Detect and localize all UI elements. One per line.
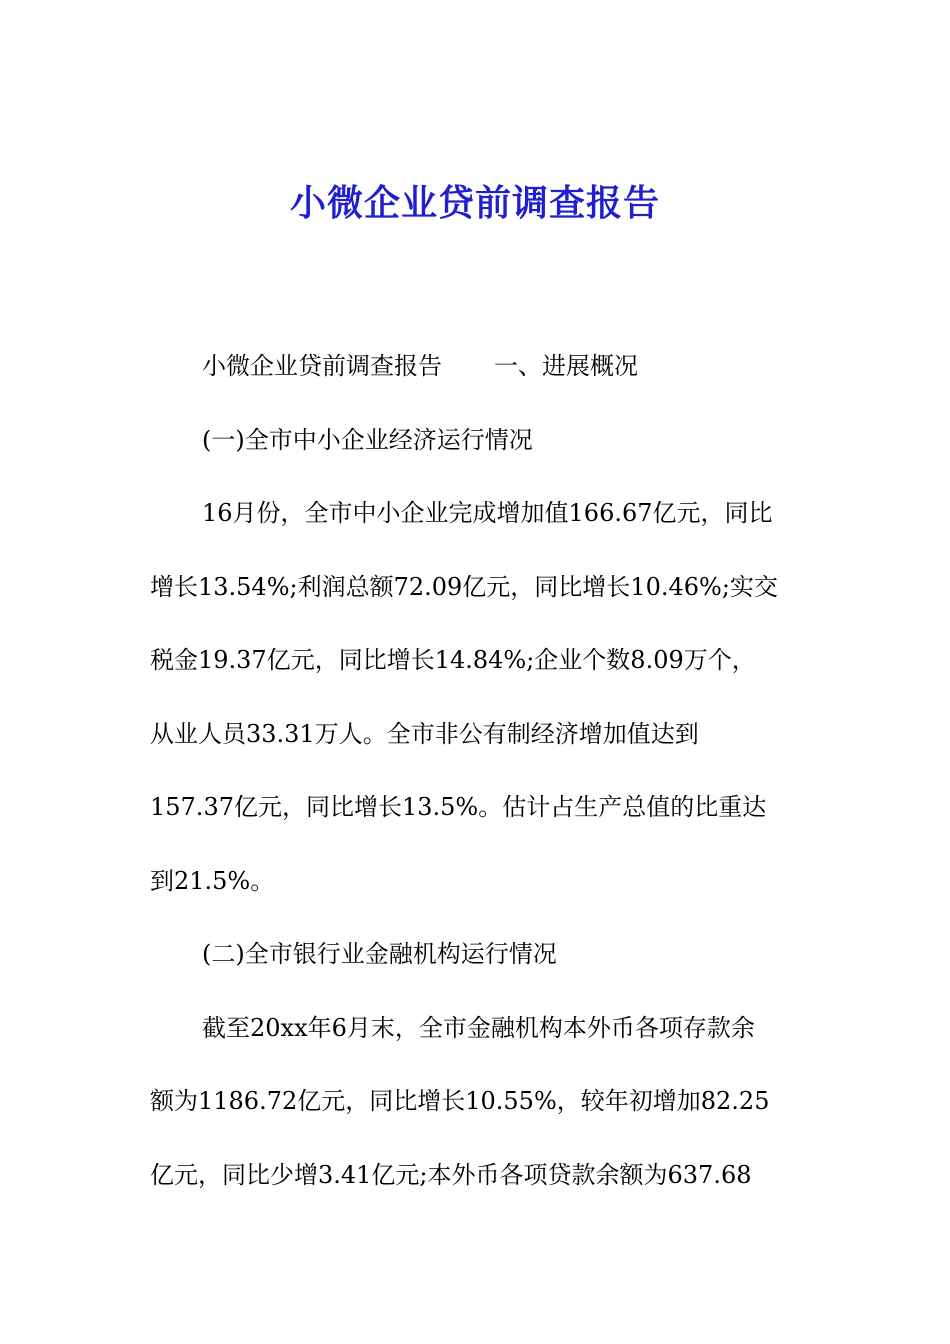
- body-line-4: 增长13.54%;利润总额72.09亿元，同比增长10.46%;实交: [150, 572, 778, 601]
- body-line-6: 从业人员33.31万人。全市非公有制经济增加值达到: [150, 719, 699, 748]
- body-line-11: 额为1186.72亿元，同比增长10.55%，较年初增加82.25: [150, 1087, 770, 1115]
- body-line-1: [150, 330, 805, 404]
- section-heading: 一、进展概况: [494, 352, 638, 380]
- body-line-5: 税金19.37亿元，同比增长14.84%;企业个数8.09万个，: [150, 646, 756, 674]
- body-line-12: 亿元，同比少增3.41亿元;本外币各项贷款余额为637.68: [150, 1160, 752, 1189]
- body-line-1-text: 小微企业贷前调查报告: [202, 352, 442, 380]
- document-title: 小微企业贷前调查报告: [289, 182, 660, 224]
- body-line-3: 16月份，全市中小企业完成增加值166.67亿元，同比: [202, 499, 773, 527]
- body-line-2: (一)全市中小企业经济运行情况: [202, 425, 533, 454]
- document-body: [150, 330, 805, 1212]
- body-line-10: 截至20xx年6月末，全市金融机构本外币各项存款余: [202, 1013, 755, 1042]
- body-line-7: 157.37亿元，同比增长13.5%。估计占生产总值的比重达: [150, 793, 767, 821]
- body-line-9: (二)全市银行业金融机构运行情况: [202, 940, 557, 968]
- body-line-8: 到21.5%。: [150, 866, 275, 895]
